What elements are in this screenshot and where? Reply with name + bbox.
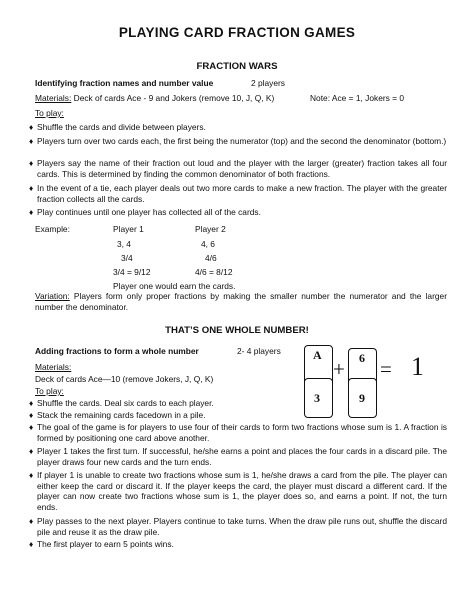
bullet-diamond-icon: ♦ xyxy=(29,446,34,456)
section1-to-play: To play: xyxy=(35,108,64,118)
section1-subtitle: Identifying fraction names and number value xyxy=(35,78,214,88)
variation-label: Variation: xyxy=(35,291,70,301)
card-value: 6 xyxy=(359,351,365,365)
example-player2-header: Player 2 xyxy=(195,224,226,234)
section2-bullet: The first player to earn 5 points wins. xyxy=(37,539,174,549)
bullet-diamond-icon: ♦ xyxy=(29,207,34,217)
bullet-diamond-icon: ♦ xyxy=(29,183,34,193)
card-value: 3 xyxy=(314,391,320,405)
section1-materials xyxy=(35,93,274,104)
bullet-diamond-icon: ♦ xyxy=(29,470,34,480)
section1-bullet: In the event of a tie, each player deals out two more cards to make a new fraction. The player with the greater fraction collects all the cards. xyxy=(37,183,447,204)
section2-to-play: To play: xyxy=(35,386,64,396)
example-player1-cards: 3, 4 xyxy=(117,239,131,249)
variation-text: Players form only proper fractions by making the smaller number the numerator and the larger number the denominator. xyxy=(35,291,447,312)
section2-subtitle: Adding fractions to form a whole number xyxy=(35,346,199,356)
section2-materials-text: Deck of cards Ace—10 (remove Jokers, J, Q, K) xyxy=(35,374,214,384)
example-label: Example: xyxy=(35,224,70,234)
section2-materials-label: Materials: xyxy=(35,362,72,372)
bullet-diamond-icon: ♦ xyxy=(29,158,34,168)
bullet-diamond-icon: ♦ xyxy=(29,410,34,420)
materials-text: Deck of cards Ace - 9 and Jokers (remove 10, J, Q, K) xyxy=(73,93,275,103)
section2-bullet: If player 1 is unable to create two fractions whose sum is 1, he/she draws a card from the pile. The player can either keep the card or discard it. If the player keeps the card, the player must discard a different card. If the player can now create two fractions whose sum is 1, the player does so, and earns a point. If not, the turn ends. xyxy=(37,470,447,512)
bullet-diamond-icon: ♦ xyxy=(29,539,34,549)
example-player1-header: Player 1 xyxy=(113,224,144,234)
section2-heading: THAT’S ONE WHOLE NUMBER! xyxy=(165,325,309,336)
section1-bullet: Shuffle the cards and divide between players. xyxy=(37,122,206,132)
section1-bullet: Players say the name of their fraction out loud and the player with the larger (greater) fraction takes all four cards. This is determined by finding the common denominator of both fractions. xyxy=(37,158,447,179)
section2-players: 2- 4 players xyxy=(237,346,281,356)
plus-sign: + xyxy=(333,357,345,381)
section2-bullet: Stack the remaining cards facedown in a pile. xyxy=(37,410,206,420)
section1-heading: FRACTION WARS xyxy=(196,61,278,72)
bullet-diamond-icon: ♦ xyxy=(29,136,34,146)
section2-bullet: Player 1 takes the first turn. If successful, he/she earns a point and places the four cards in a discard pile. The player draws four new cards and the turn ends. xyxy=(37,446,447,467)
page-title: PLAYING CARD FRACTION GAMES xyxy=(118,25,356,40)
bullet-diamond-icon: ♦ xyxy=(29,122,34,132)
example-player2-equivalent: 4/6 = 8/12 xyxy=(195,267,233,277)
equation-result: 1 xyxy=(411,352,424,381)
bullet-diamond-icon: ♦ xyxy=(29,398,34,408)
section1-bullet: Play continues until one player has collected all of the cards. xyxy=(37,207,261,217)
card-value: A xyxy=(313,348,322,362)
example-player1-fraction: 3/4 xyxy=(121,253,133,263)
bullet-diamond-icon: ♦ xyxy=(29,422,34,432)
section1-bullet: Players turn over two cards each, the first being the numerator (top) and the second the denominator (bottom.) xyxy=(37,136,447,146)
example-player2-fraction: 4/6 xyxy=(205,253,217,263)
materials-label: Materials: xyxy=(35,93,72,103)
section1-variation xyxy=(35,291,447,312)
example-player1-equivalent: 3/4 = 9/12 xyxy=(113,267,151,277)
section1-note: Note: Ace = 1, Jokers = 0 xyxy=(310,93,405,103)
section2-bullet: Shuffle the cards. Deal six cards to each player. xyxy=(37,398,214,408)
section1-players: 2 players xyxy=(251,78,285,88)
equals-sign: = xyxy=(380,357,392,381)
example-result: Player one would earn the cards. xyxy=(113,281,236,291)
section2-bullet: Play passes to the next player. Players continue to take turns. When the draw pile runs out, shuffle the discard pile and reuse it as the draw pile. xyxy=(37,516,447,537)
bullet-diamond-icon: ♦ xyxy=(29,516,34,526)
card-value: 9 xyxy=(359,391,365,405)
example-player2-cards: 4, 6 xyxy=(201,239,215,249)
section2-bullet: The goal of the game is for players to use four of their cards to form two fractions whose sum is 1. A fraction is formed by positioning one card above another. xyxy=(37,422,447,443)
